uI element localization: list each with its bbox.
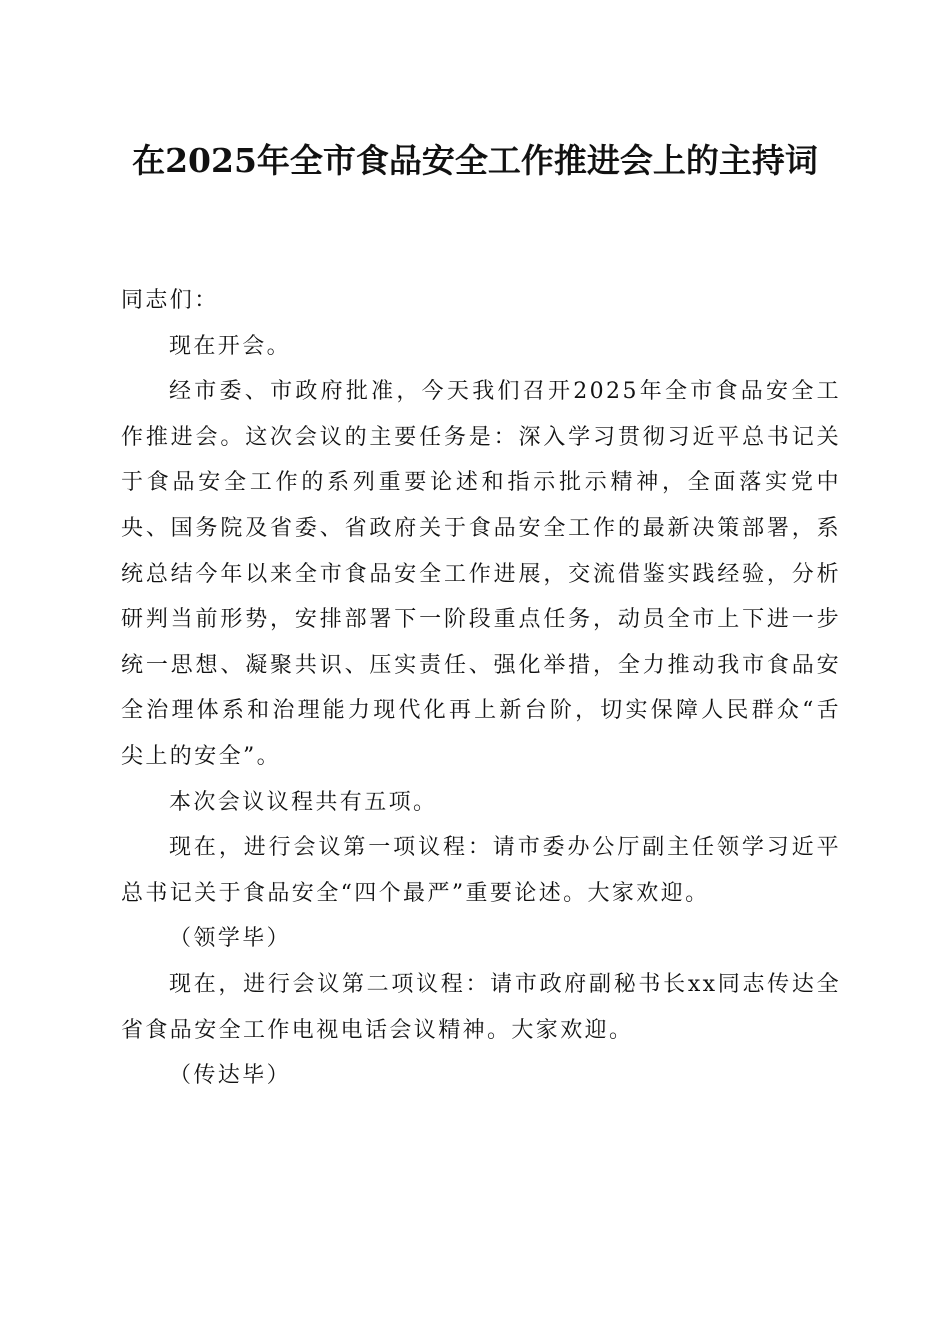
opening-paragraph: 现在开会。 (169, 333, 292, 359)
agenda-item-1-end-note: （领学毕） (169, 926, 292, 952)
agenda-item-2-paragraph: 现在，进行会议第二项议程：请市政府副秘书长xx同志传达全省食品安全工作电视电话会议精神。大家欢迎。 (121, 971, 841, 1043)
salutation-paragraph: 同志们： (121, 288, 219, 313)
agenda-item-2-end-note: （传达毕） (169, 1063, 292, 1089)
agenda-count-paragraph: 本次会议议程共有五项。 (169, 789, 438, 815)
document-body (121, 278, 841, 1099)
document-title: 在2025年全市食品安全工作推进会上的主持词 (132, 141, 818, 180)
meeting-purpose-paragraph: 经市委、市政府批准，今天我们召开2025年全市食品安全工作推进会。这次会议的主要任务是：深入学习贯彻习近平总书记关于食品安全工作的系列重要论述和指示批示精神，全面落实党中央、国务院及省委、省政府关于食品安全工作的最新决策部署，系统总结今年以来全市食品安全工作进展，交流借鉴实践经验，分析研判当前形势，安排部署下一阶段重点任务，动员全市上下进一步统一思想、凝聚共识、压实责任、强化举措，全力推动我市食品安全治理体系和治理能力现代化再上新台阶，切实保障人民群众“舌尖上的安全”。 (121, 379, 841, 769)
agenda-item-1-paragraph: 现在，进行会议第一项议程：请市委办公厅副主任领学习近平总书记关于食品安全“四个最严”重要论述。大家欢迎。 (121, 835, 841, 906)
